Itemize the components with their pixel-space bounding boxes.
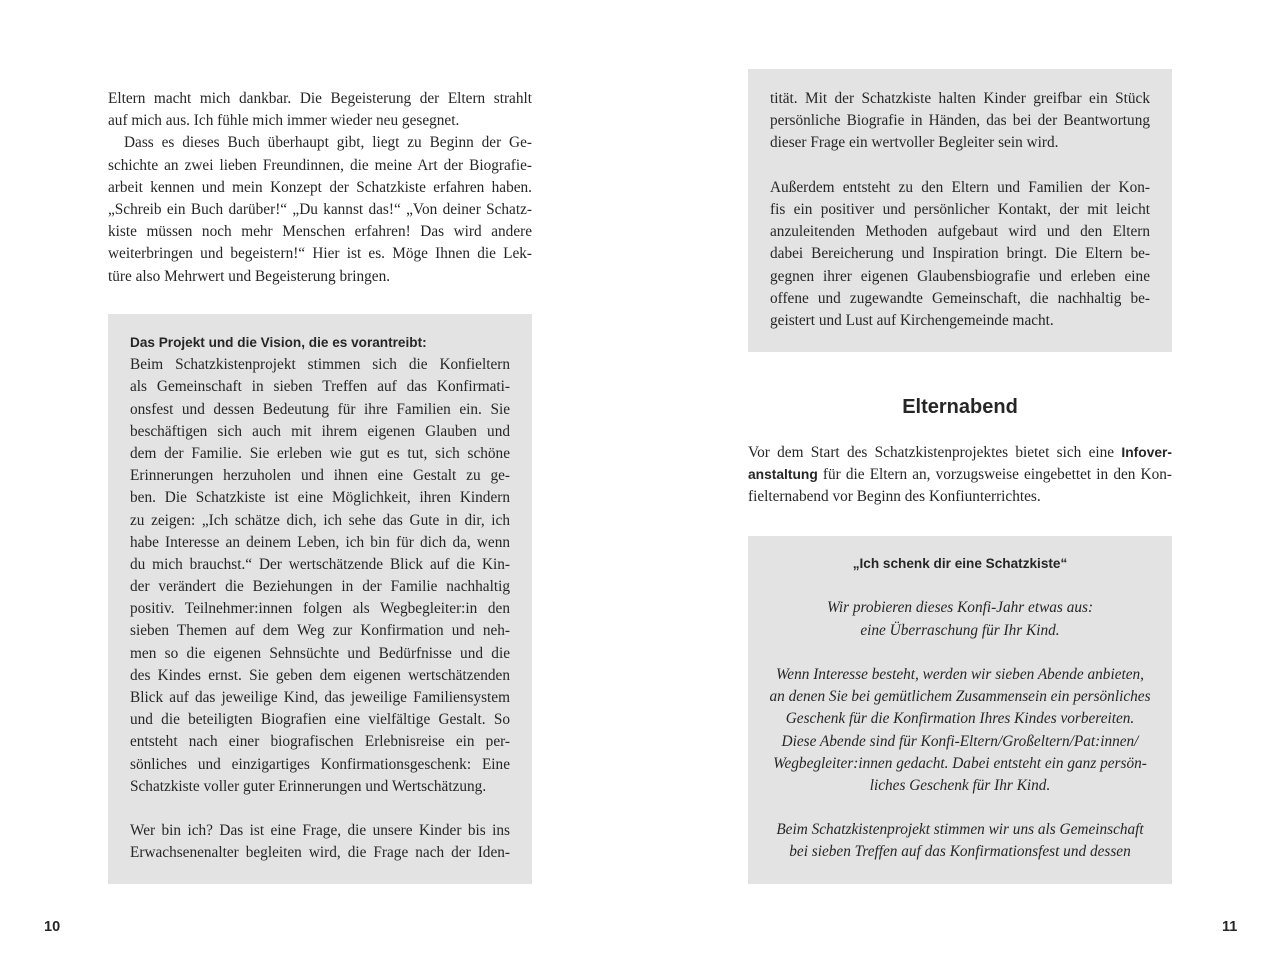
- text-line: liches Geschenk für Ihr Kind.: [869, 776, 1051, 794]
- text-line: als Gemeinschaft in sieben Treffen auf das Konfirmati-: [130, 378, 510, 396]
- continuation-box-content: [770, 88, 1150, 332]
- text-line: gegnen ihrer eigenen Glaubensbiografie und erleben eine: [770, 267, 1150, 285]
- text-line: Erwachsenenalter begleiten wird, die Frage nach der Iden-: [130, 844, 510, 862]
- text-line: Wegbegleiter:innen gedacht. Dabei entsteht ein ganz persön-: [773, 754, 1147, 772]
- text-line: arbeit kennen und mein Konzept der Schatzkiste erfahren haben.: [108, 178, 532, 196]
- bold-term: anstaltung: [748, 467, 818, 483]
- text-line: auf mich aus. Ich fühle mich immer wieder neu gesegnet.: [108, 112, 460, 130]
- text-line: an denen Sie bei gemütlichem Zusammensein ein persönliches: [769, 688, 1151, 706]
- text-span: Vor dem Start des Schatzkistenprojektes bietet sich eine: [748, 444, 1122, 461]
- text-line: persönliche Biografie in Händen, das bei der Beantwortung: [770, 112, 1150, 130]
- continuation-box: [748, 69, 1172, 352]
- text-line: dabei Bereicherung und Inspiration bringt. Die Eltern be-: [770, 245, 1150, 263]
- paragraph-gap: [758, 575, 1162, 597]
- text-line: sönliches und einzigartiges Konfirmationsgeschenk: Eine: [130, 755, 510, 773]
- invitation-box: [748, 536, 1172, 884]
- text-line: zu zeigen: „Ich schätze dich, ich sehe das Gute in dir, ich: [130, 511, 510, 529]
- elternabend-paragraph: [748, 442, 1172, 509]
- text-line: fis ein positiver und persönlicher Kontakt, der mit leicht: [770, 200, 1150, 218]
- text-line: dem der Familie. Sie erleben wie gut es tut, sich schöne: [130, 444, 510, 462]
- text-line: bei sieben Treffen auf das Konfirmationsfest und dessen: [789, 843, 1131, 861]
- text-line: habe Interesse an deinem Leben, ich bin für dich da, wenn: [130, 533, 510, 551]
- text-line: der verändert die Beziehungen in der Familie nachhaltig: [130, 578, 510, 596]
- text-line: geistert und Lust auf Kirchengemeinde macht.: [770, 311, 1054, 329]
- text-line: Dass es dieses Buch überhaupt gibt, liegt zu Beginn der Ge-: [124, 134, 532, 152]
- invitation-box-content: [758, 553, 1162, 864]
- text-line: Erinnerungen herzuholen und ihnen eine Gestalt zu ge-: [130, 467, 510, 485]
- paragraph-gap: [758, 797, 1162, 819]
- text-line: Diese Abende sind für Konfi-Eltern/Großeltern/Pat:innen/: [781, 732, 1139, 750]
- vision-box-heading: Das Projekt und die Vision, die es vorantreibt:: [130, 335, 427, 350]
- vision-box: [108, 314, 532, 884]
- text-line: entsteht nach einer biografischen Erlebnisreise ein per-: [130, 733, 510, 751]
- intro-text: [108, 88, 532, 288]
- text-line: tität. Mit der Schatzkiste halten Kinder greifbar ein Stück: [770, 90, 1150, 107]
- text-line: schichte an zwei lieben Freundinnen, die meine Art der Biografie-: [108, 156, 532, 174]
- page-number-left: 10: [44, 919, 61, 935]
- text-line: onsfest und dessen Bedeutung für ihre Familien ein. Sie: [130, 400, 510, 418]
- text-line: weiterbringen und begeistern!“ Hier ist es. Möge Ihnen die Lek-: [108, 245, 532, 263]
- text-line: kiste müssen noch mehr Menschen erfahren! Das wird andere: [108, 223, 532, 241]
- text-line: Blick auf das jeweilige Kind, das jeweilige Familiensystem: [130, 689, 510, 706]
- text-line: dieser Frage ein wertvoller Begleiter sein wird.: [770, 134, 1059, 152]
- text-line: fielternabend vor Beginn des Konfiunterrichtes.: [748, 488, 1041, 506]
- text-line: Wenn Interesse besteht, werden wir sieben Abende anbieten,: [775, 665, 1145, 683]
- text-span: für die Eltern an, vorzugsweise eingebettet in den Kon-: [817, 466, 1172, 484]
- text-line: des Kindes ernst. Sie geben dem eigenen wertschätzenden: [130, 666, 510, 684]
- text-line: Schatzkiste voller guter Erinnerungen und Wertschätzung.: [130, 777, 487, 795]
- text-line: türe also Mehrwert und Begeisterung bringen.: [108, 267, 391, 285]
- page-number-right: 11: [1222, 919, 1238, 935]
- text-line: [748, 442, 1172, 464]
- text-line: beschäftigen sich auch mit ihrem eigenen Glauben und: [130, 422, 510, 440]
- text-line: [748, 464, 1172, 486]
- paragraph-gap: [758, 642, 1162, 664]
- text-line: Wir probieren dieses Konfi-Jahr etwas aus:: [826, 599, 1094, 617]
- text-line: und die beteiligten Biografien eine vielfältige Gestalt. So: [130, 711, 510, 729]
- paragraph-gap: [130, 798, 510, 820]
- text-line: Beim Schatzkistenprojekt stimmen wir uns als Gemeinschaft: [776, 821, 1144, 839]
- text-line: sieben Themen auf dem Weg zur Konfirmation und neh-: [130, 622, 510, 640]
- invitation-title: „Ich schenk dir eine Schatzkiste“: [852, 556, 1068, 571]
- text-line: men so die eigenen Sehnsüchte und Bedürfnisse und die: [130, 644, 510, 662]
- right-page: [640, 0, 1280, 974]
- text-line: positiv. Teilnehmer:innen folgen als Wegbegleiter:in den: [130, 600, 510, 618]
- text-line: Geschenk für die Konfirmation Ihres Kindes vorbereiten.: [785, 710, 1135, 728]
- bold-term: Infover-: [1121, 445, 1172, 460]
- text-line: Beim Schatzkistenprojekt stimmen sich die Konfieltern: [130, 356, 510, 374]
- text-line: eine Überraschung für Ihr Kind.: [860, 621, 1060, 639]
- text-line: „Schreib ein Buch darüber!“ „Du kannst das!“ „Von deiner Schatz-: [108, 200, 532, 218]
- text-line: du mich brauchst.“ Der wertschätzende Blick auf die Kin-: [130, 555, 510, 573]
- text-line: Eltern macht mich dankbar. Die Begeisterung der Eltern strahlt: [108, 90, 532, 107]
- paragraph-gap: [770, 155, 1150, 177]
- vision-box-content: [130, 332, 510, 865]
- section-heading: Elternabend: [902, 396, 1018, 418]
- text-line: Wer bin ich? Das ist eine Frage, die unsere Kinder bis ins: [130, 822, 510, 840]
- text-line: offene und zugewandte Gemeinschaft, die nachhaltig be-: [770, 289, 1150, 307]
- text-line: anzuleitenden Methoden aufgebaut wird und den Eltern: [770, 223, 1150, 241]
- text-line: Außerdem entsteht zu den Eltern und Familien der Kon-: [770, 178, 1150, 196]
- text-line: ben. Die Schatzkiste ist eine Möglichkeit, ihren Kindern: [130, 489, 510, 507]
